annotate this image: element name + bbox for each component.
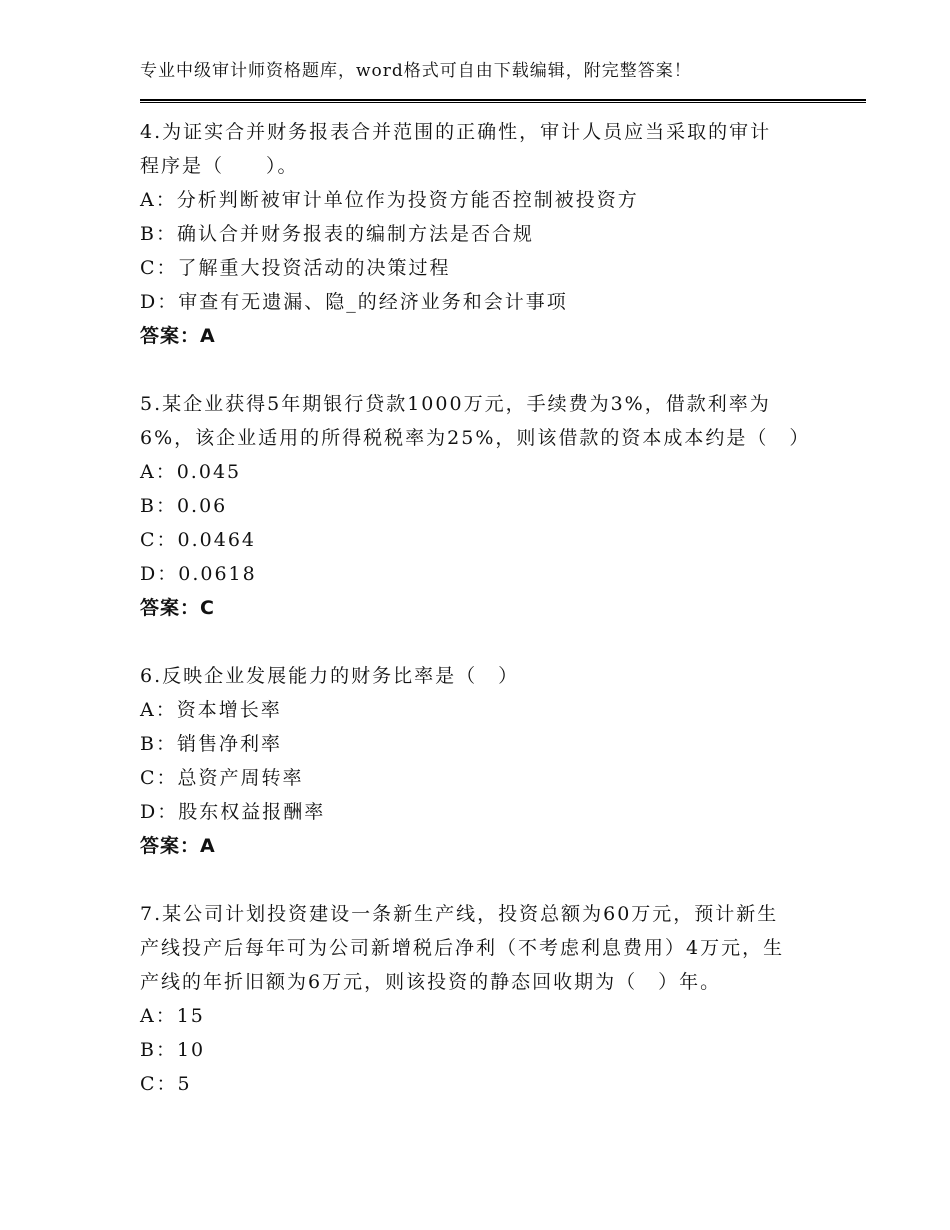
question-6 [140, 659, 830, 863]
question-stem-line: 6.反映企业发展能力的财务比率是（ ） [140, 665, 520, 687]
option-b: B：确认合并财务报表的编制方法是否合规 [140, 223, 534, 245]
question-spacer [140, 625, 830, 659]
question-list [140, 115, 830, 1101]
option-a: A：资本增长率 [140, 699, 282, 721]
option-d: D：审查有无遗漏、隐_的经济业务和会计事项 [140, 291, 568, 313]
page-header: 专业中级审计师资格题库，word格式可自由下载编辑，附完整答案！ [140, 61, 692, 81]
option-c: C：0.0464 [140, 529, 257, 551]
question-4 [140, 115, 830, 353]
option-b: B：0.06 [140, 495, 228, 517]
question-spacer [140, 863, 830, 897]
option-d: D：0.0618 [140, 563, 257, 585]
option-c: C：5 [140, 1073, 192, 1095]
answer-line: 答案：C [140, 597, 215, 619]
option-b: B：销售净利率 [140, 733, 282, 755]
option-a: A：15 [140, 1005, 205, 1027]
option-b: B：10 [140, 1039, 206, 1061]
question-5 [140, 387, 830, 625]
answer-line: 答案：A [140, 835, 216, 857]
question-spacer [140, 353, 830, 387]
question-stem-line: 产线的年折旧额为6万元，则该投资的静态回收期为（ ）年。 [140, 971, 722, 993]
question-7 [140, 897, 830, 1101]
question-stem-line: 产线投产后每年可为公司新增税后净利（不考虑利息费用）4万元，生 [140, 937, 785, 959]
question-stem-line: 7.某公司计划投资建设一条新生产线，投资总额为60万元，预计新生 [140, 903, 779, 925]
option-a: A：分析判断被审计单位作为投资方能否控制被投资方 [140, 189, 639, 211]
question-stem-line: 程序是（ ）。 [140, 155, 299, 177]
question-stem-line: 5.某企业获得5年期银行贷款1000万元，手续费为3%，借款利率为 [140, 393, 771, 415]
option-c: C：总资产周转率 [140, 767, 304, 789]
question-stem-line: 4.为证实合并财务报表合并范围的正确性，审计人员应当采取的审计 [140, 121, 772, 143]
option-c: C：了解重大投资活动的决策过程 [140, 257, 451, 279]
option-d: D：股东权益报酬率 [140, 801, 326, 823]
header-double-rule [140, 99, 866, 103]
option-a: A：0.045 [140, 461, 242, 483]
question-stem-line: 6%，该企业适用的所得税税率为25%，则该借款的资本成本约是（ ） [140, 427, 811, 449]
answer-line: 答案：A [140, 325, 216, 347]
